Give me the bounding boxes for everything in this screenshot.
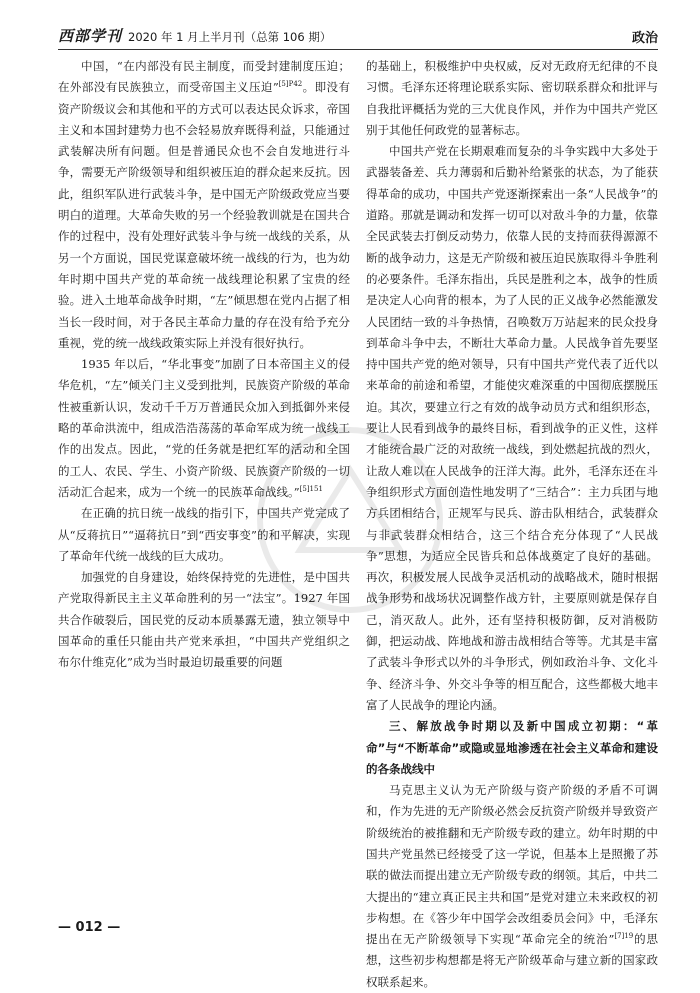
paragraph-text: 1935 年以后，“华北事变”加剧了日本帝国主义的侵华危机，“左”倾关门主义受到批判，民族资产阶级的革命性被重新认识，发动千千万万普通民众加入到抵御外来侵略的革命洪流中，组成浩浩荡荡的革命军成为统一战线工作的出发点。因此，“党的任务就是把红军的活动和全国的工人、农民、学生、小资产阶级、民族资产阶级的一切活动汇合起来，成为一个统一的民族革命战线。” (58, 357, 350, 499)
paragraph (366, 780, 658, 993)
paragraph-text: 在正确的抗日统一战线的指引下，中国共产党完成了从“反蒋抗日”“逼蒋抗日”到“西安事变”的和平解决，实现了革命年代统一战线的巨大成功。 (58, 506, 350, 563)
citation-ref: [5]151 (299, 485, 323, 494)
paragraph (366, 141, 658, 716)
heading-text: 三、解放战争时期以及新中国成立初期：“革命”与“不断革命”或隐或显地渗透在社会主义革命和建设的各条战线中 (366, 719, 658, 776)
paragraph (58, 56, 350, 354)
page-number: — 012 — (58, 920, 121, 935)
paragraph-text: 中国，“在内部没有民主制度，而受封建制度压迫；在外部没有民族独立，而受帝国主义压迫” (58, 59, 350, 95)
paragraph-text: 加强党的自身建设，始终保持党的先进性，是中国共产党取得新民主主义革命胜利的另一“法宝”。1927 年国共合作破裂后，国民党的反动本质暴露无遗，独立领导中国革命的重任只能由共产党来承担，“中国共产党组织之布尔什维克化”成为当时最迫切最重要的问题 (58, 570, 350, 670)
section-heading (366, 716, 658, 780)
paragraph (58, 567, 350, 673)
citation-ref: [7]19 (614, 932, 634, 941)
paragraph (366, 56, 658, 141)
page-header (58, 22, 658, 50)
citation-ref: [5]P42 (278, 80, 303, 89)
section-label: 政治 (631, 31, 658, 46)
paragraph-text: 中国共产党在长期艰难而复杂的斗争实践中大多处于武器装备差、兵力薄弱和后勤补给紧张的状态，为了能获得革命的成功，中国共产党逐渐探索出一条“人民战争”的道路。那就是调动和发挥一切可以对敌斗争的力量，依靠全民武装去打倒反动势力，依靠人民的支持而获得源源不断的战争动力，这是无产阶级和被压迫民族取得斗争胜利的必要条件。毛泽东指出，兵民是胜利之本，战争的性质是决定人心向背的根本，为了人民的正义战争必然能激发人民团结一致的斗争热情，召唤数万万站起来的民众投身到革命斗争中去，不断壮大革命力量。人民战争首先要坚持中国共产党的绝对领导，只有中国共产党代表了近代以来革命的前途和希望，才能使灾难深重的中国彻底摆脱压迫。其次，要建立行之有效的战争动员方式和组织形态，要让人民看到战争的最终目标，看到战争的正义性，这样才能统合最广泛的对敌统一战线，到处燃起抗战的烈火，让敌人难以在人民战争的汪洋大海。此外，毛泽东还在斗争组织形式方面创造性地发明了“三结合”：主力兵团与地方兵团相结合，正规军与民兵、游击队相结合，武装群众与非武装群众相结合，这三个结合充分体现了“人民战争”思想，为适应全民皆兵和总体战奠定了良好的基础。再次，积极发展人民战争灵活机动的战略战术，随时根据战争形势和战场状况调整作战方针，主要原则就是保存自己，消灭敌人。此外，还有坚持积极防御，反对消极防御，把运动战、阵地战和游击战相结合等等。尤其是丰富了武装斗争形式以外的斗争形式，例如政治斗争、文化斗争、经济斗争、外交斗争等的相互配合，这些都极大地丰富了人民战争的理论内涵。 (366, 144, 658, 712)
right-column (366, 56, 658, 989)
paragraph-text-tail: 的思想，这些初步构想都是将无产阶级革命与建立新的国家政权联系起来。 (366, 932, 658, 989)
issue-info: 2020 年 1 月上半月刊（总第 106 期） (128, 30, 332, 44)
journal-name: 西部学刊 (58, 27, 123, 45)
paragraph (58, 503, 350, 567)
left-column (58, 56, 350, 916)
paragraph-text: 的基础上，积极维护中央权威，反对无政府无纪律的不良习惯。毛泽东还将理论联系实际、密切联系群众和批评与自我批评概括为党的三大优良作风，并作为中国共产党区别于其他任何政党的显著标志。 (366, 59, 658, 137)
paragraph-text: 马克思主义认为无产阶级与资产阶级的矛盾不可调和，作为先进的无产阶级必然会反抗资产阶级并导致资产阶级统治的被推翻和无产阶级专政的建立。幼年时期的中国共产党虽然已经接受了这一学说，但基本上是照搬了苏联的做法而提出建立无产阶级专政的纲领。其后，中共二大提出的“建立真正民主共和国”是党对建立未来政权的初步构想。在《答少年中国学会改组委员会问》中，毛泽东提出在无产阶级领导下实现“革命完全的统治” (366, 783, 658, 947)
paragraph-text-tail: 。即没有资产阶级议会和其他和平的方式可以表达民众诉求，帝国主义和本国封建势力也不会轻易放弃既得利益，只能通过武装解决所有问题。但是普通民众也不会自发地进行斗争，需要无产阶级领导和组织被压迫的群众起来反抗。因此，组织军队进行武装斗争，是中国无产阶级政党应当要明白的道理。大革命失败的另一个经验教训就是在国共合作的过程中，没有处理好武装斗争与统一战线的关系，从另一个方面说，国民党谋意破坏统一战线的行为，也为幼年时期中国共产党的革命统一战线理论积累了宝贵的经验。进入土地革命战争时期，“左”倾思想在党内占据了相当长一段时间，对于各民主革命力量的存在没有给予充分重视，党的统一战线政策实际上并没有很好执行。 (58, 80, 350, 350)
header-left (58, 25, 331, 46)
paragraph (58, 354, 350, 503)
